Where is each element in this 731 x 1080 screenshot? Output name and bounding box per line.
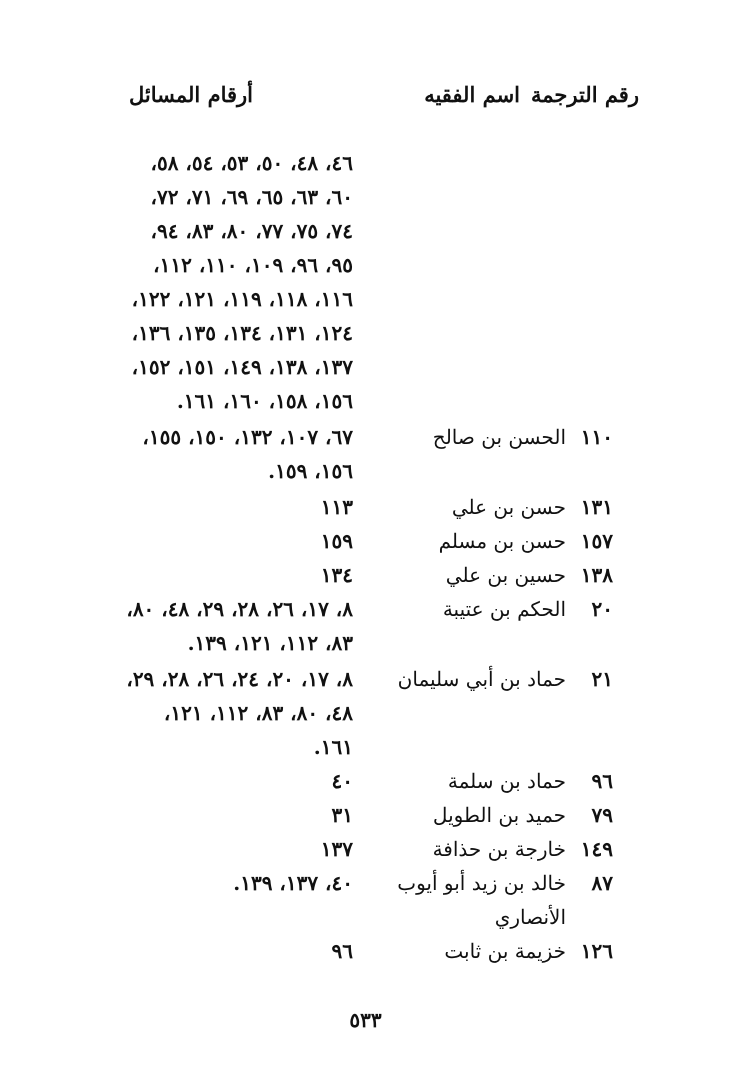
table-row — [0, 490, 731, 524]
entry-number: ٩٦ — [591, 769, 613, 793]
table-row — [0, 866, 731, 900]
table-row — [0, 832, 731, 866]
question-numbers: ١١٣ — [320, 495, 353, 519]
question-numbers: ١٣٤ — [320, 563, 353, 587]
jurist-name: خزيمة بن ثابت — [444, 939, 566, 963]
entry-number: ١١٠ — [580, 425, 613, 449]
column-header-name: اسم الفقيه — [424, 82, 520, 107]
table-row — [0, 730, 731, 764]
jurist-name: حميد بن الطويل — [432, 803, 566, 827]
jurist-name: خارجة بن حذافة — [432, 837, 566, 861]
jurist-name: حسن بن علي — [451, 495, 566, 519]
question-numbers: ١٣٧ — [320, 837, 353, 861]
question-numbers: ٤٠، ١٣٧، ١٣٩. — [233, 871, 353, 895]
question-numbers: ١٢٤، ١٣١، ١٣٤، ١٣٥، ١٣٦، — [131, 321, 353, 345]
table-row — [0, 146, 731, 180]
jurist-name: الأنصاري — [494, 905, 566, 929]
question-numbers: ٨، ١٧، ٢٠، ٢٤، ٢٦، ٢٨، ٢٩، — [126, 667, 353, 691]
question-numbers: ٣١ — [331, 803, 353, 827]
question-numbers: ٧٤، ٧٥، ٧٧، ٨٠، ٨٣، ٩٤، — [150, 219, 353, 243]
jurist-name: خالد بن زيد أبو أيوب — [397, 871, 566, 895]
entry-number: ٧٩ — [591, 803, 613, 827]
question-numbers: ٩٦ — [331, 939, 353, 963]
question-numbers: ٦٧، ١٠٧، ١٣٢، ١٥٠، ١٥٥، — [142, 425, 353, 449]
table-row — [0, 420, 731, 454]
table-row — [0, 798, 731, 832]
table-row — [0, 180, 731, 214]
question-numbers: ٤٠ — [331, 769, 353, 793]
table-row — [0, 592, 731, 626]
entry-number: ١٣٨ — [580, 563, 613, 587]
entry-number: ١٥٧ — [580, 529, 613, 553]
jurist-name: حسين بن علي — [445, 563, 566, 587]
table-row — [0, 626, 731, 660]
table-row — [0, 214, 731, 248]
jurist-name: حسن بن مسلم — [438, 529, 566, 553]
question-numbers: ٨٣، ١١٢، ١٢١، ١٣٩. — [187, 631, 353, 655]
question-numbers: ٤٨، ٨٠، ٨٣، ١١٢، ١٢١، — [163, 701, 353, 725]
table-row — [0, 454, 731, 488]
column-header-questions: أرقام المسائل — [129, 82, 253, 107]
entry-number: ٢٠ — [591, 597, 613, 621]
entry-number: ٢١ — [591, 667, 613, 691]
table-row — [0, 934, 731, 968]
table-row — [0, 900, 731, 934]
table-row — [0, 662, 731, 696]
table-row — [0, 696, 731, 730]
entry-number: ١٤٩ — [580, 837, 613, 861]
jurist-name: الحسن بن صالح — [432, 425, 566, 449]
jurist-name: حماد بن سلمة — [447, 769, 566, 793]
question-numbers: ١٥٦، ١٥٨، ١٦٠، ١٦١. — [176, 389, 353, 413]
table-row — [0, 384, 731, 418]
table-row — [0, 350, 731, 384]
jurist-name: الحكم بن عتيبة — [442, 597, 566, 621]
column-header-number: رقم الترجمة — [530, 82, 639, 107]
question-numbers: ٤٦، ٤٨، ٥٠، ٥٣، ٥٤، ٥٨، — [150, 151, 353, 175]
question-numbers: ٨، ١٧، ٢٦، ٢٨، ٢٩، ٤٨، ٨٠، — [126, 597, 353, 621]
table-row — [0, 764, 731, 798]
table-row — [0, 558, 731, 592]
table-row — [0, 248, 731, 282]
table-row — [0, 316, 731, 350]
question-numbers: ١١٦، ١١٨، ١١٩، ١٢١، ١٢٢، — [131, 287, 353, 311]
question-numbers: ١٥٩ — [320, 529, 353, 553]
question-numbers: ١٣٧، ١٣٨، ١٤٩، ١٥١، ١٥٢، — [131, 355, 353, 379]
question-numbers: ٦٠، ٦٣، ٦٥، ٦٩، ٧١، ٧٢، — [150, 185, 353, 209]
table-row — [0, 282, 731, 316]
question-numbers: ١٥٦، ١٥٩. — [268, 459, 353, 483]
entry-number: ١٣١ — [580, 495, 613, 519]
jurist-name: حماد بن أبي سليمان — [397, 667, 566, 691]
question-numbers: ١٦١. — [313, 735, 353, 759]
entry-number: ١٢٦ — [580, 939, 613, 963]
table-row — [0, 524, 731, 558]
page-number: ٥٣٣ — [349, 1008, 382, 1032]
entry-number: ٨٧ — [591, 871, 613, 895]
question-numbers: ٩٥، ٩٦، ١٠٩، ١١٠، ١١٢، — [153, 253, 353, 277]
